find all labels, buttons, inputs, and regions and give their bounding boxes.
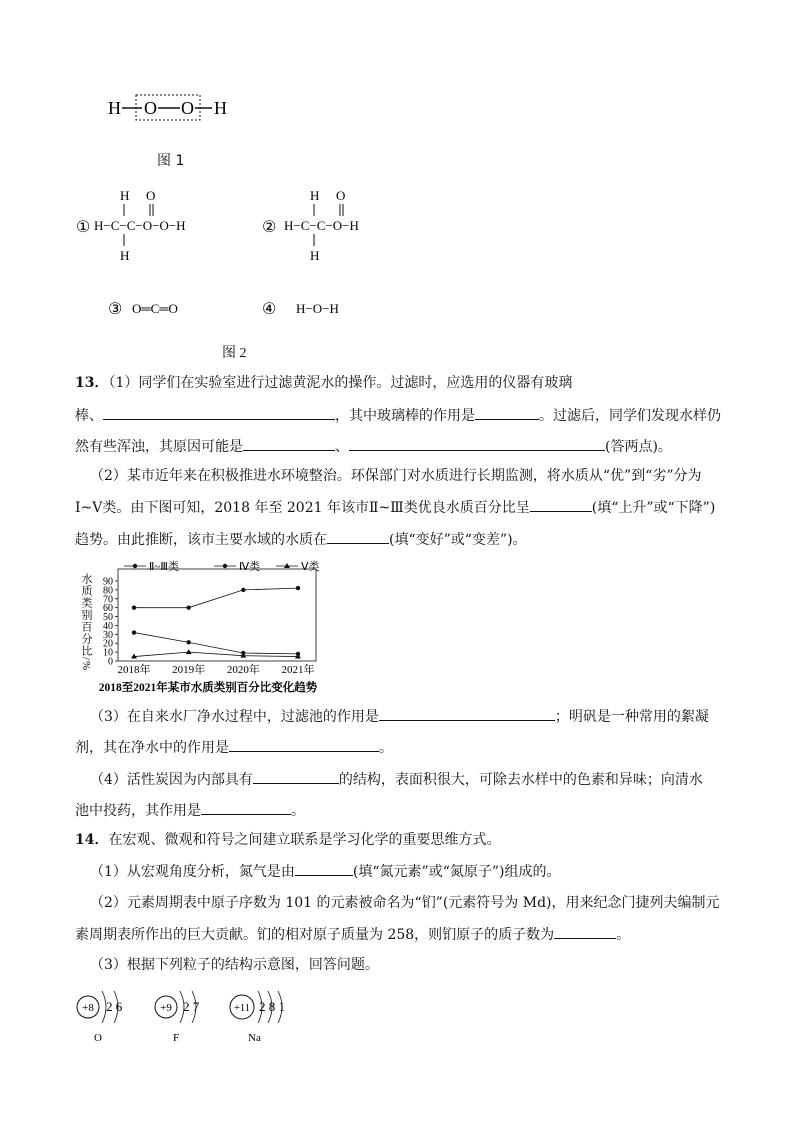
series-line [134, 588, 298, 608]
figure-2-structures [72, 180, 402, 330]
chart-svg [76, 557, 356, 697]
structure-4-number: ④ [262, 301, 277, 318]
symbol-o: O [94, 1032, 102, 1044]
structure-2-number: ② [262, 219, 277, 236]
svg-text:2 6: 2 6 [106, 999, 123, 1014]
atom-diagrams [72, 985, 332, 1055]
data-point [132, 630, 136, 634]
legend-marker [284, 563, 290, 568]
symbol-f: F [173, 1032, 180, 1044]
x-tick-label: 2018年 [117, 664, 151, 676]
svg-text:O: O [146, 188, 156, 203]
series-line [134, 633, 298, 654]
legend-marker [223, 564, 227, 568]
svg-text:H: H [120, 248, 130, 263]
y-tick-label: 90 [103, 576, 113, 588]
structure-3-formula: O═C═O [132, 301, 178, 316]
svg-text:+8: +8 [82, 1002, 94, 1014]
atom-o-1: O [144, 98, 157, 118]
figure-2 [72, 180, 412, 365]
data-point [296, 586, 300, 590]
legend-marker [133, 564, 137, 568]
q13-line-9: （4）活性炭因为内部具有 的结构，表面积很大，可除去水样中的色素和异味；向清水 [90, 769, 703, 790]
svg-text:H: H [310, 188, 320, 203]
answer-blank-rod-function[interactable] [475, 405, 539, 420]
answer-blank-reason-1[interactable] [243, 436, 335, 451]
answer-blank-trend[interactable] [530, 497, 592, 512]
x-tick-label: 2020年 [226, 664, 260, 676]
atom-diagram-fluorine [155, 991, 200, 1044]
hydrogen-peroxide-structure [100, 90, 250, 130]
q13-line-2: 棒、 ，其中玻璃棒的作用是 。过滤后，同学们发现水样仍 [75, 405, 721, 426]
x-tick-label: 2019年 [172, 664, 206, 676]
q13-line-1: 13．（1）同学们在实验室进行过滤黄泥水的操作。过滤时，应选用的仪器有玻璃 [75, 375, 573, 391]
chart-title: 2018至2021年某市水质类别百分比变化趋势 [98, 682, 318, 694]
answer-blank-structure[interactable] [253, 769, 339, 784]
svg-text:2 8 1: 2 8 1 [259, 999, 285, 1014]
svg-text:H: H [310, 248, 320, 263]
structure-1-number: ① [76, 219, 91, 236]
q13-line-7: （3）在自来水厂净水过程中，过滤池的作用是 ；明矾是一种常用的絮凝 [90, 706, 709, 727]
figure-2-caption: 图 2 [222, 346, 247, 361]
data-point [132, 605, 136, 609]
atom-diagrams-svg [72, 985, 332, 1051]
answer-blank-dosing[interactable] [201, 800, 291, 815]
q13-line-8: 剂，其在净水中的作用是 。 [75, 737, 393, 758]
figure-1 [100, 90, 260, 170]
y-tick-label: 30 [103, 629, 113, 641]
answer-blank-reason-2[interactable] [349, 436, 605, 451]
structure-1-chain: H−C−C−O−O−H [94, 218, 186, 233]
plot-frame [118, 569, 316, 661]
q13-line-3: 然有些浑浊，其原因可能是 、 (答两点)。 [75, 436, 672, 457]
q14-line-2: （1）从宏观角度分析，氮气是由 (填“氮元素”或“氮原子”)组成的。 [90, 861, 560, 882]
data-point [241, 588, 245, 592]
question-14-number: 14． [75, 832, 109, 848]
water-quality-chart [76, 557, 356, 701]
answer-blank-filter-tank[interactable] [379, 706, 555, 721]
svg-text:+9: +9 [160, 1002, 172, 1014]
answer-blank-instruments[interactable] [103, 405, 335, 420]
atom-o-2: O [181, 98, 194, 118]
data-point [186, 640, 190, 644]
answer-blank-quality[interactable] [327, 529, 389, 544]
question-13-number: 13． [75, 375, 109, 391]
atom-diagram-oxygen [77, 991, 123, 1044]
structure-2-chain: H−C−C−O−H [284, 218, 359, 233]
q13-line-10: 池中投药，其作用是 。 [75, 800, 305, 821]
svg-text:2 7: 2 7 [183, 999, 200, 1014]
q13-line-5: Ⅰ~Ⅴ类。由下图可知，2018 年至 2021 年该市Ⅱ~Ⅲ类优良水质百分比呈 (填“上升”或“下降”) [75, 497, 715, 518]
atom-diagram-sodium [230, 991, 285, 1044]
data-point [186, 649, 192, 654]
y-axis-label: 水质类别百分比/% [80, 573, 92, 672]
structure-4-formula: H−O−H [296, 301, 339, 316]
q14-line-4: 素周期表所作出的巨大贡献。钔的相对原子质量为 258，则钔原子的质子数为 。 [75, 924, 630, 945]
q14-line-3: （2）元素周期表中原子序数为 101 的元素被命名为“钔”(元素符号为 Md)，用来纪念门捷列夫编制元 [90, 895, 720, 911]
y-tick-label: 70 [103, 594, 113, 606]
figure-1-caption: 图 1 [157, 153, 185, 169]
y-tick-label: 0 [108, 656, 113, 668]
y-tick-label: 10 [103, 647, 113, 659]
y-tick-label: 80 [103, 585, 113, 597]
x-tick-label: 2021年 [281, 664, 315, 676]
legend-label: Ⅳ类 [239, 561, 261, 573]
y-tick-label: 60 [103, 603, 113, 615]
y-tick-label: 40 [103, 620, 113, 632]
atom-h-left: H [108, 98, 121, 118]
legend-label: Ⅴ类 [301, 561, 320, 573]
svg-text:H: H [120, 188, 130, 203]
y-tick-label: 50 [103, 612, 113, 624]
q13-line-4: （2）某市近年来在积极推进水环境整治。环保部门对水质进行长期监测，将水质从“优”到“劣”分为 [90, 468, 702, 484]
svg-text:O: O [336, 188, 346, 203]
legend-label: Ⅱ~Ⅲ类 [149, 561, 179, 573]
atom-h-right: H [214, 98, 227, 118]
structure-3-number: ③ [108, 301, 123, 318]
svg-text:+11: +11 [233, 1003, 251, 1014]
answer-blank-alum[interactable] [229, 737, 379, 752]
symbol-na: Na [248, 1032, 261, 1044]
q14-line-1: 14．在宏观、微观和符号之间建立联系是学习化学的重要思维方式。 [75, 832, 501, 848]
answer-blank-proton-count[interactable] [554, 924, 616, 939]
series-line [134, 652, 298, 656]
y-tick-label: 20 [103, 638, 113, 650]
data-point [186, 605, 190, 609]
q14-line-5: （3）根据下列粒子的结构示意图，回答问题。 [90, 957, 379, 973]
answer-blank-nitrogen[interactable] [295, 861, 353, 876]
q13-line-6: 趋势。由此推断，该市主要水域的水质在 (填“变好”或“变差”)。 [75, 529, 527, 550]
